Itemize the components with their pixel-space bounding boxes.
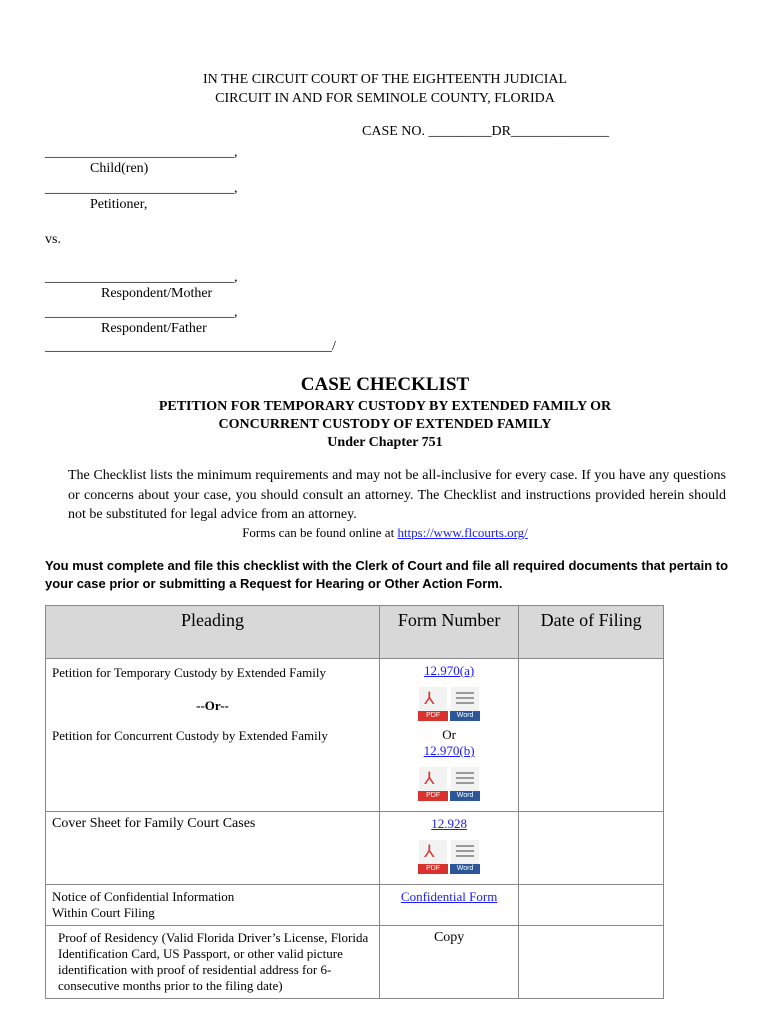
mother-label: Respondent/Mother [101,286,213,301]
forms-online-line [0,525,770,541]
form-or-label: Or [442,727,456,742]
court-line-2: CIRCUIT IN AND FOR SEMINOLE COUNTY, FLORIDA [215,91,555,106]
header-form-number: Form Number [380,606,519,659]
table-header-row [46,606,664,659]
pleading-concurrent: Petition for Concurrent Custody by Extended Family [52,728,328,743]
pleading-cell [46,812,380,885]
father-name-line: ___________________________, [45,305,238,320]
word-file-icon[interactable]: Word [450,687,480,721]
flcourts-link[interactable]: https://www.flcourts.org/ [397,525,528,540]
filing-instruction: You must complete and file this checklist with the Clerk of Court and file all required documents that pertain to your case prior or submitting a Request for Hearing or Other Action Form. [45,558,729,591]
pleading-cell [46,885,380,926]
form-12-928-downloads [384,840,514,874]
form-number-cell [380,812,519,885]
form-number-cell [380,926,519,999]
pleading-confidential-l2: Within Court Filing [52,905,155,920]
children-label: Child(ren) [90,161,149,176]
table-row [46,659,664,812]
date-of-filing-cell[interactable] [519,926,664,999]
father-label: Respondent/Father [101,321,207,336]
court-heading [0,70,770,108]
word-file-icon[interactable]: Word [450,840,480,874]
form-number-cell [380,885,519,926]
pleading-cell [46,659,380,812]
pleading-proof-of-residency: Proof of Residency (Valid Florida Driver’s License, Florida Identification Card, US Passport, or other valid picture identification with proof of residential address for 6-consecutive months prior to the filing date) [58,930,369,993]
table-row [46,812,664,885]
page-title: CASE CHECKLIST [300,374,470,395]
form-12-970a-link[interactable]: 12.970(a) [424,663,475,678]
form-12-970b-downloads [384,767,514,801]
petitioner-name-line: ___________________________, [45,181,238,196]
pleading-confidential-l1: Notice of Confidential Information [52,889,235,904]
header-date-of-filing: Date of Filing [519,606,664,659]
forms-online-text: Forms can be found online at [242,525,398,540]
pdf-file-icon[interactable]: ⅄ PDF [418,767,448,801]
pleading-cell [46,926,380,999]
date-of-filing-cell[interactable] [519,885,664,926]
subtitle-line-2: CONCURRENT CUSTODY OF EXTENDED FAMILY [218,417,552,432]
form-number-cell [380,659,519,812]
intro-paragraph: The Checklist lists the minimum requirements and may not be all-inclusive for every case. If you have any questions or concerns about your case, you should consult an attorney. The Checklist and instructions provided herein should not be substituted for legal advice from an attorney. [68,468,726,522]
form-12-928-link[interactable]: 12.928 [431,816,467,831]
or-separator: --Or-- [196,698,229,713]
checklist-table [45,605,664,999]
form-12-970a-downloads [384,687,514,721]
table-row [46,885,664,926]
pdf-file-icon[interactable]: ⅄ PDF [418,840,448,874]
case-number: CASE NO. _________DR______________ [362,124,609,139]
header-pleading: Pleading [46,606,380,659]
copy-label: Copy [433,930,465,945]
date-of-filing-cell[interactable] [519,812,664,885]
court-line-1: IN THE CIRCUIT COURT OF THE EIGHTEENTH JUDICIAL [202,72,568,87]
date-of-filing-cell[interactable] [519,659,664,812]
form-12-970b-link[interactable]: 12.970(b) [423,743,475,758]
pleading-temporary: Petition for Temporary Custody by Extended Family [52,665,326,680]
petitioner-label: Petitioner, [90,197,148,212]
mother-name-line: ___________________________, [45,270,238,285]
subtitle-line-1: PETITION FOR TEMPORARY CUSTODY BY EXTENDED FAMILY OR [158,399,612,414]
confidential-form-link[interactable]: Confidential Form [400,889,498,904]
pleading-cover-sheet: Cover Sheet for Family Court Cases [52,816,256,831]
subtitle-line-3: Under Chapter 751 [327,435,443,450]
page-subtitle [0,398,770,452]
table-row [46,926,664,999]
child-name-line: ___________________________, [45,145,238,160]
caption-closing-line: _________________________________________/ [45,339,336,354]
versus-label: vs. [45,232,61,247]
pdf-file-icon[interactable]: ⅄ PDF [418,687,448,721]
word-file-icon[interactable]: Word [450,767,480,801]
